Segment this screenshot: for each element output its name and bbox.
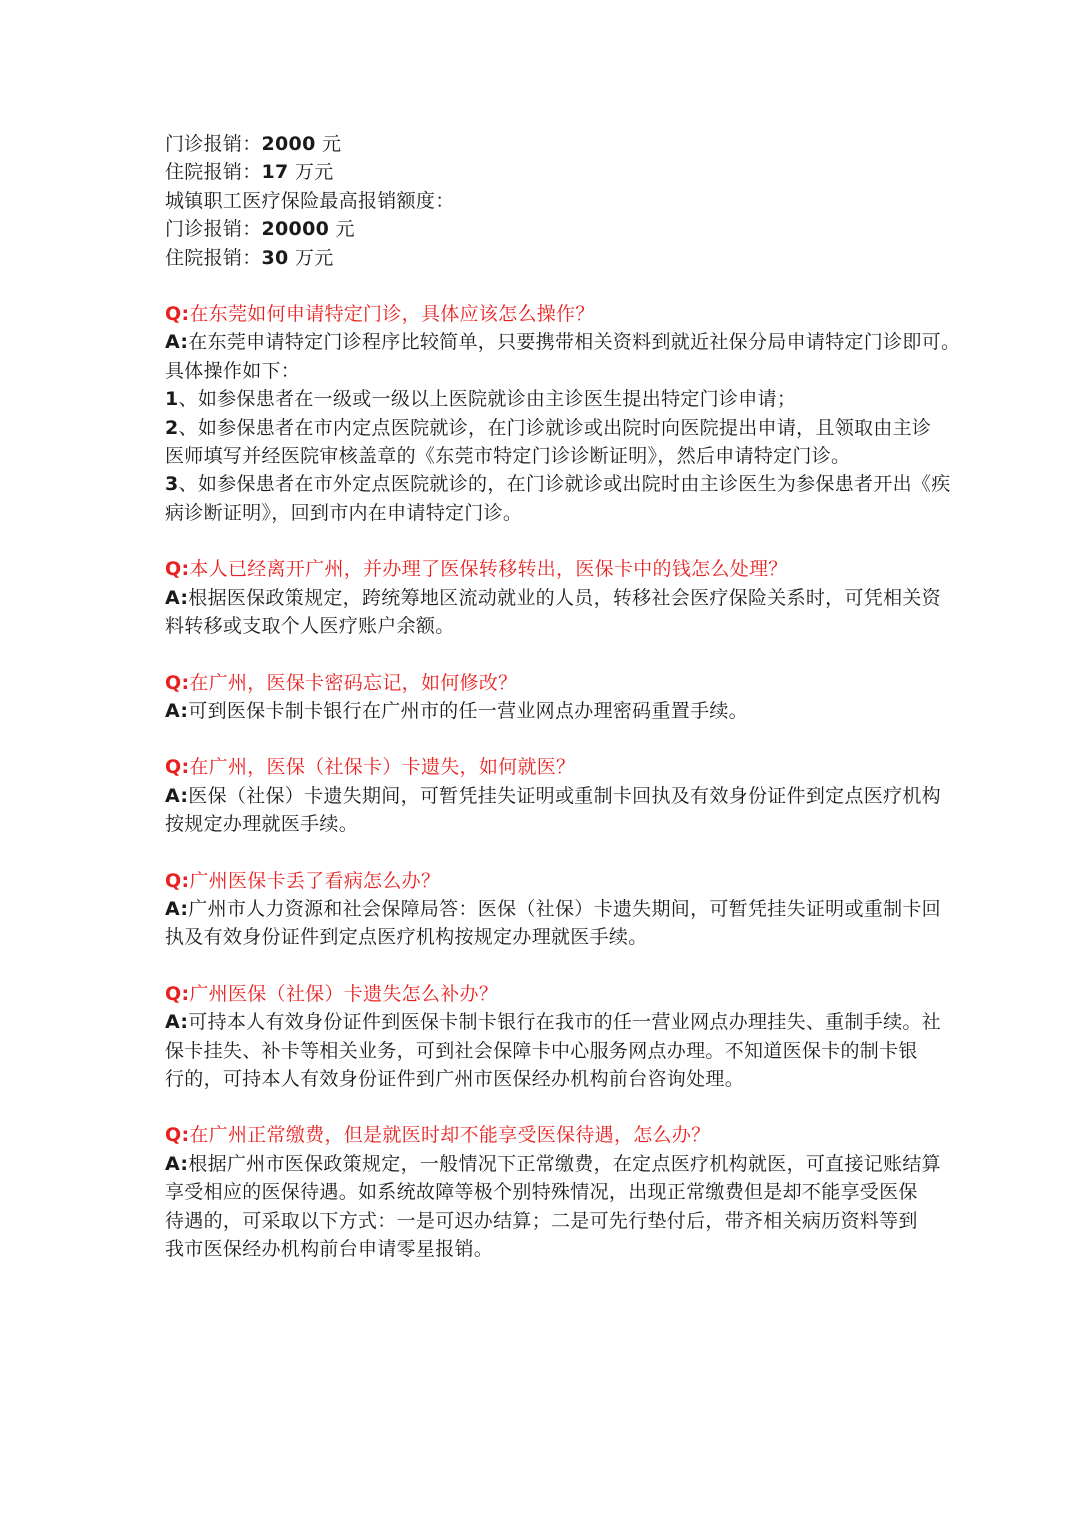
answer-line: A:根据医保政策规定，跨统筹地区流动就业的人员，转移社会医疗保险关系时，可凭相关资 [165, 586, 941, 609]
question: Q:在广州，医保卡密码忘记，如何修改？ [165, 671, 518, 694]
qa-item [165, 980, 941, 1094]
question: Q:广州医保卡丢了看病怎么办？ [165, 869, 441, 892]
step-line: 医师填写并经医院审核盖章的《东莞市特定门诊诊断证明》，然后申请特定门诊。 [165, 445, 851, 468]
step-line: 1、如参保患者在一级或一级以上医院就诊由主诊医生提出特定门诊申请； [165, 388, 797, 411]
answer-line: A:在东莞申请特定门诊程序比较简单，只要携带相关资料到就近社保分局申请特定门诊即可。 [165, 331, 961, 354]
qa-item [165, 555, 941, 640]
step-line: 3、如参保患者在市外定点医院就诊的，在门诊就诊或出院时由主诊医生为参保患者开出《疾 [165, 473, 951, 496]
answer-line: A:广州市人力资源和社会保障局答：医保（社保）卡遗失期间，可暂凭挂失证明或重制卡回 [165, 897, 941, 920]
question: Q:本人已经离开广州，并办理了医保转移转出，医保卡中的钱怎么处理？ [165, 558, 788, 581]
qa-item [165, 753, 941, 838]
qa-item [165, 669, 935, 726]
question: Q:在广州，医保（社保卡）卡遗失，如何就医？ [165, 756, 576, 779]
answer-line: A:医保（社保）卡遗失期间，可暂凭挂失证明或重制卡回执及有效身份证件到定点医疗机构 [165, 784, 941, 807]
answer-line: 具体操作如下： [165, 359, 301, 382]
answer-line: A:根据广州市医保政策规定，一般情况下正常缴费，在定点医疗机构就医，可直接记账结算 [165, 1152, 941, 1175]
answer-line: 我市医保经办机构前台申请零星报销。 [165, 1238, 494, 1260]
answer-line: A:可持本人有效身份证件到医保卡制卡银行在我市的任一营业网点办理挂失、重制手续。社 [165, 1011, 941, 1034]
answer-line: 按规定办理就医手续。 [165, 813, 359, 836]
qa-item [165, 1121, 941, 1263]
limit-outpatient: 门诊报销：2000 元 [165, 133, 342, 155]
answer-line: 待遇的，可采取以下方式：一是可迟办结算；二是可先行垫付后，带齐相关病历资料等到 [165, 1209, 918, 1232]
question: Q:广州医保（社保）卡遗失怎么补办？ [165, 982, 499, 1005]
step-line: 病诊断证明》，回到市内在申请特定门诊。 [165, 501, 523, 524]
employee-heading: 城镇职工医疗保险最高报销额度： [165, 189, 455, 212]
qa-item [165, 867, 941, 952]
answer-line: 执及有效身份证件到定点医疗机构按规定办理就医手续。 [165, 926, 648, 949]
question: Q:在广州正常缴费，但是就医时却不能享受医保待遇，怎么办？ [165, 1124, 711, 1147]
employee-limit-inpatient: 住院报销：30 万元 [165, 246, 334, 269]
qa-item [165, 300, 961, 527]
limit-inpatient: 住院报销：17 万元 [165, 161, 334, 184]
answer-line: A:可到医保卡制卡银行在广州市的任一营业网点办理密码重置手续。 [165, 699, 748, 722]
document-page [165, 130, 961, 1263]
answer-line: 保卡挂失、补卡等相关业务，可到社会保障卡中心服务网点办理。不知道医保卡的制卡银 [165, 1039, 918, 1062]
answer-line: 享受相应的医保待遇。如系统故障等极个别特殊情况，出现正常缴费但是却不能享受医保 [165, 1181, 918, 1204]
answer-line: 行的，可持本人有效身份证件到广州市医保经办机构前台咨询处理。 [165, 1067, 745, 1090]
answer-line: 料转移或支取个人医疗账户余额。 [165, 615, 455, 638]
employee-limit-outpatient: 门诊报销：20000 元 [165, 218, 355, 241]
question: Q:在东莞如何申请特定门诊，具体应该怎么操作？ [165, 303, 595, 326]
step-line: 2、如参保患者在市内定点医院就诊，在门诊就诊或出院时向医院提出申请，且领取由主诊 [165, 416, 932, 439]
